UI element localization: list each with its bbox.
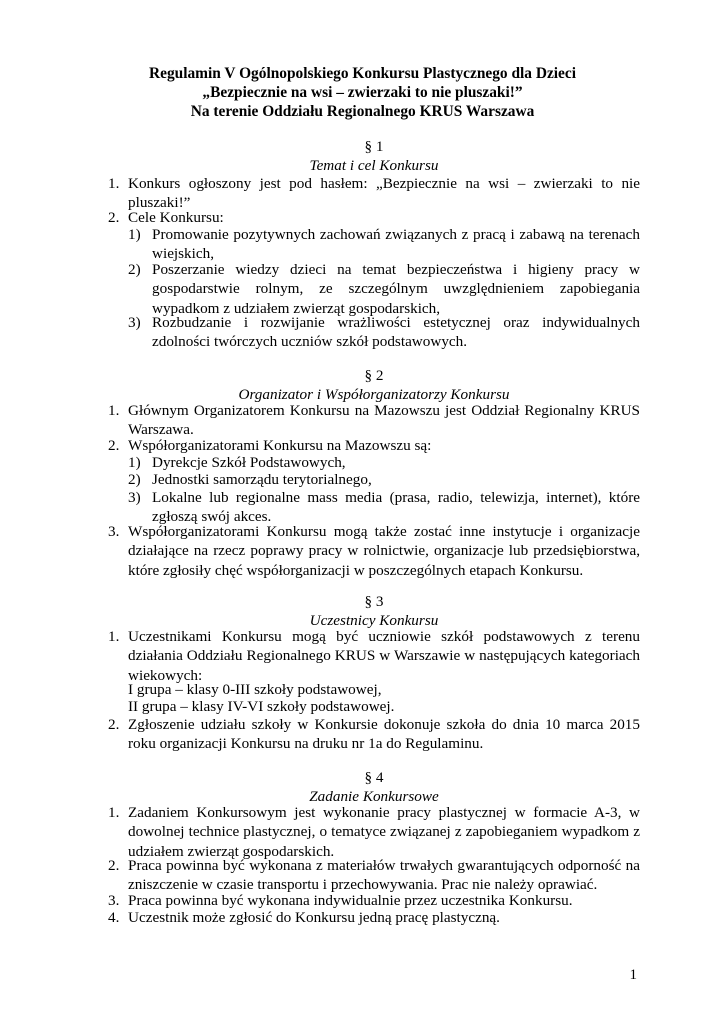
item-text: Głównym Organizatorem Konkursu na Mazowszu jest Oddział Regionalny KRUS Warszawa. <box>128 402 640 439</box>
sub-item-number: 1) <box>128 226 141 243</box>
item-number: 1. <box>108 628 120 645</box>
sub-item <box>128 225 640 264</box>
item-number: 1. <box>108 402 120 419</box>
item-number: 4. <box>108 909 120 926</box>
list-item <box>108 908 640 927</box>
item-text: Uczestnikami Konkursu mogą być uczniowie szkół podstawowych z terenu działania Oddziału Regionalnego KRUS w Warszawie w następujących kategoriach wiekowych: <box>128 628 640 684</box>
document-title <box>0 64 725 121</box>
title-line-2: „Bezpiecznie na wsi – zwierzaki to nie pluszaki!” <box>202 84 523 101</box>
section-1-heading <box>108 137 640 176</box>
page-number: 1 <box>629 967 637 983</box>
list-item <box>108 803 640 861</box>
item-text: Współorganizatorami Konkursu na Mazowszu są: <box>128 437 432 454</box>
sub-item <box>128 260 640 318</box>
item-number: 3. <box>108 523 120 540</box>
item-number: 2. <box>108 209 120 226</box>
item-text: Praca powinna być wykonana z materiałów trwałych gwarantujących odporność na zniszczenie w czasie transportu i przechowywania. Prac nie należy oprawiać. <box>128 857 640 894</box>
sub-item-number: 3) <box>128 489 141 506</box>
item-number: 2. <box>108 437 120 454</box>
section-2-heading <box>108 366 640 405</box>
sub-item-number: 1) <box>128 454 141 471</box>
sub-item <box>128 313 640 352</box>
sub-item-text: Poszerzanie wiedzy dzieci na temat bezpieczeństwa i higieny pracy w gospodarstwie rolnym, ze szczególnym uwzględnieniem zapobiegania wypadkom z udziałem zwierząt gospodarskich, <box>152 261 640 317</box>
item-text: Uczestnik może zgłosić do Konkursu jedną pracę plastyczną. <box>128 909 500 926</box>
section-number: § 2 <box>364 367 384 384</box>
item-number: 2. <box>108 857 120 874</box>
item-text: Zgłoszenie udziału szkoły w Konkursie dokonuje szkoła do dnia 10 marca 2015 roku organizacji Konkursu na druku nr 1a do Regulaminu. <box>128 716 640 753</box>
item-number: 2. <box>108 716 120 733</box>
list-item <box>108 715 640 754</box>
list-item <box>108 856 640 895</box>
item-text: Współorganizatorami Konkursu mogą także zostać inne instytucje i organizacje działające na rzecz poprawy pracy w rolnictwie, organizacje lub przedsiębiorstwa, które zgłosiły chęć współorganizacji w poszczególnych etapach Konkursu. <box>128 523 640 579</box>
item-text: Zadaniem Konkursowym jest wykonanie pracy plastycznej w formacie A-3, w dowolnej technice plastycznej, o tematyce związanej z zapobieganiem wypadkom z udziałem zwierząt gospodarskich. <box>128 804 640 860</box>
sub-item-text: Jednostki samorządu terytorialnego, <box>152 471 372 488</box>
sub-item-number: 2) <box>128 261 141 278</box>
sub-item-number: 3) <box>128 314 141 331</box>
section-3-heading <box>108 592 640 631</box>
title-line-3: Na terenie Oddziału Regionalnego KRUS Warszawa <box>190 103 535 120</box>
title-line-1: Regulamin V Ogólnopolskiego Konkursu Plastycznego dla Dzieci <box>149 65 576 82</box>
list-item <box>108 522 640 580</box>
item-number: 1. <box>108 175 120 192</box>
list-item <box>108 401 640 440</box>
age-group-1: I grupa – klasy 0-III szkoły podstawowej, <box>128 681 382 698</box>
section-title: Temat i cel Konkursu <box>309 157 439 175</box>
sub-item-text: Promowanie pozytywnych zachowań związanych z pracą i zabawą na terenach wiejskich, <box>152 226 640 263</box>
sub-item <box>128 470 640 489</box>
list-item <box>108 627 640 685</box>
list-item <box>108 174 640 213</box>
sub-item <box>128 488 640 527</box>
section-number: § 1 <box>364 138 384 155</box>
section-title: Organizator i Współorganizatorzy Konkursu <box>238 386 510 404</box>
section-title: Zadanie Konkursowe <box>309 788 439 806</box>
section-4-heading <box>108 768 640 807</box>
sub-item-text: Dyrekcje Szkół Podstawowych, <box>152 454 346 471</box>
section-number: § 4 <box>364 769 384 786</box>
section-number: § 3 <box>364 593 384 610</box>
item-text: Cele Konkursu: <box>128 209 224 226</box>
item-text: Praca powinna być wykonana indywidualnie przez uczestnika Konkursu. <box>128 892 573 909</box>
sub-item-number: 2) <box>128 471 141 488</box>
sub-item-text: Rozbudzanie i rozwijanie wrażliwości estetycznej oraz indywidualnych zdolności twórczych uczniów szkół podstawowych. <box>152 314 640 351</box>
item-number: 3. <box>108 892 120 909</box>
age-group-2: II grupa – klasy IV-VI szkoły podstawowej. <box>128 698 395 715</box>
section-title: Uczestnicy Konkursu <box>309 612 439 630</box>
sub-item-text: Lokalne lub regionalne mass media (prasa, radio, telewizja, internet), które zgłoszą swój akces. <box>152 489 640 526</box>
item-text: Konkurs ogłoszony jest pod hasłem: „Bezpiecznie na wsi – zwierzaki to nie pluszaki!” <box>128 175 640 212</box>
item-number: 1. <box>108 804 120 821</box>
